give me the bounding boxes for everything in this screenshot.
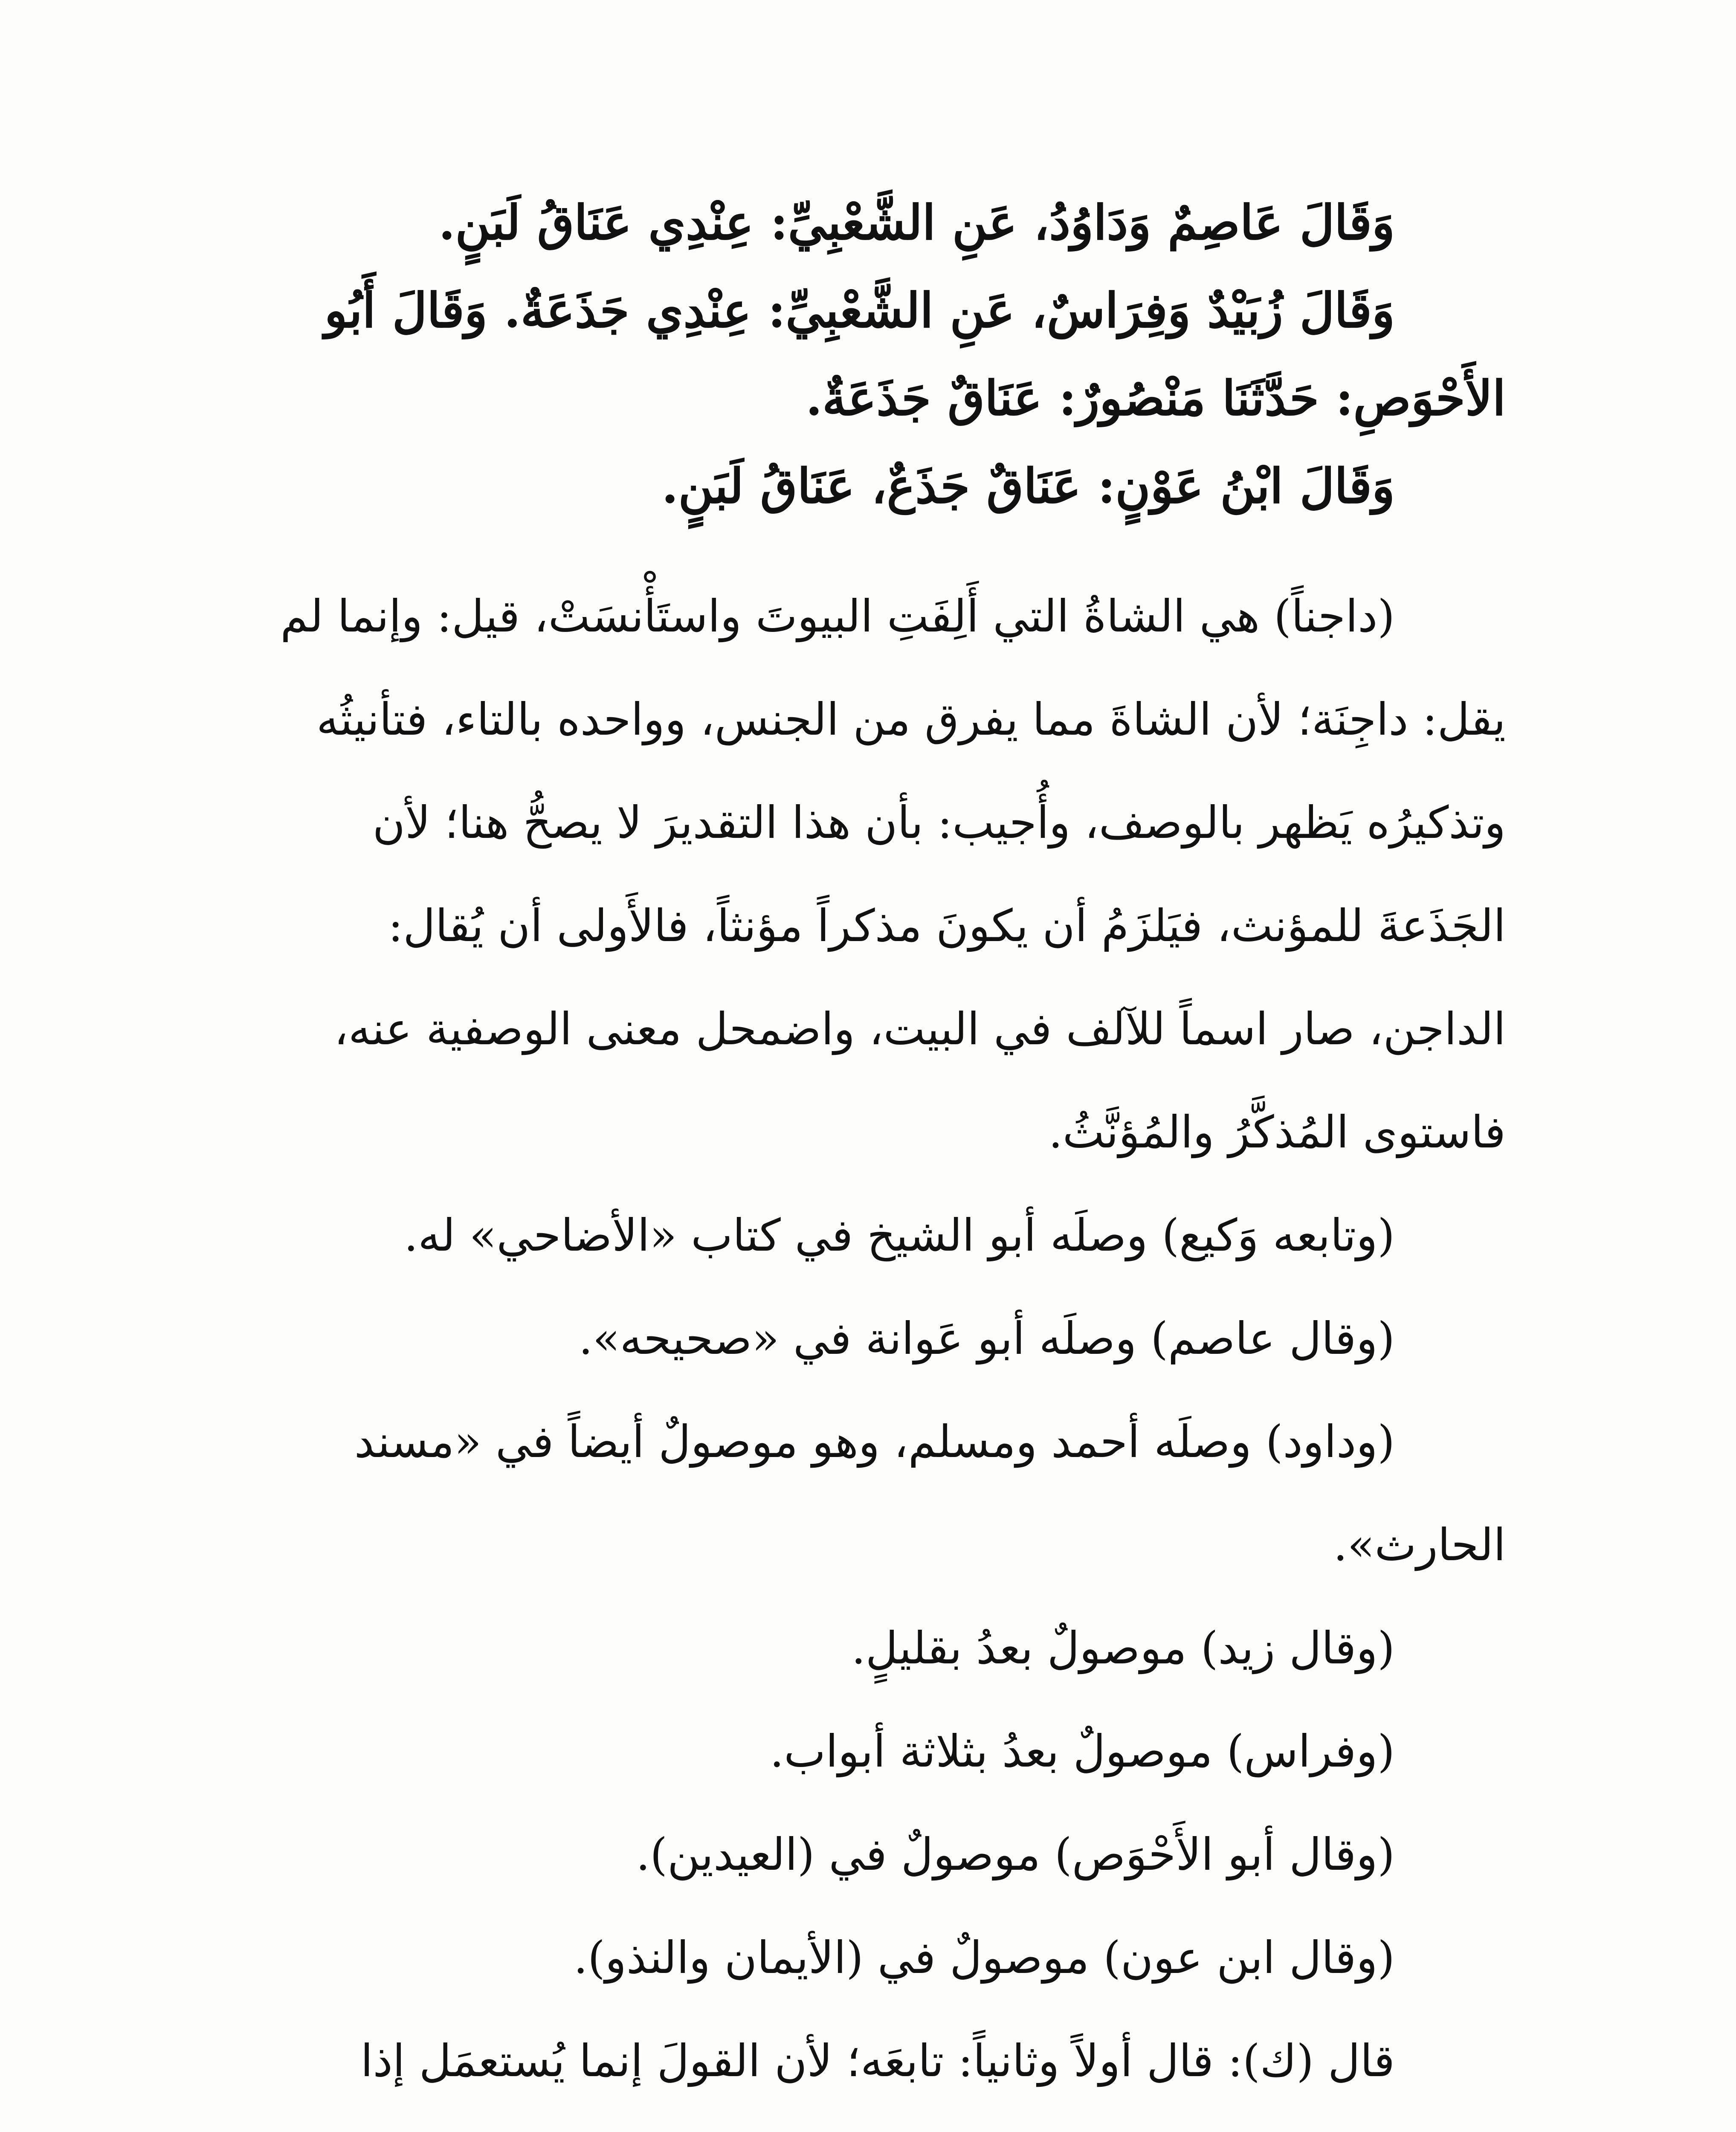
commentary-line: قال (ك): قال أولاً وثانياً: تابعَه؛ لأن القولَ إنما يُستعمَل إذا	[360, 2035, 1395, 2087]
commentary-line: (وقال ابن عون) موصولٌ في (الأيمان والنذو).	[574, 1932, 1395, 1984]
hadith-line-4: وَقَالَ ابْنُ عَوْنٍ: عَنَاقٌ جَذَعٌ، عَنَاقُ لَبَنٍ.	[661, 458, 1395, 514]
commentary-line: (داجناً) هي الشاةُ التي أَلِفَتِ البيوتَ واستَأْنسَتْ، قيل: وإنما لم	[280, 590, 1395, 642]
commentary-line: (وقال زيد) موصولٌ بعدُ بقليلٍ.	[851, 1622, 1395, 1674]
hadith-line-3: الأَحْوَصِ: حَدَّثَنَا مَنْصُورٌ: عَنَاقٌ جَذَعَةٌ.	[806, 371, 1506, 426]
commentary-line: (وتابعه وَكيع) وصلَه أبو الشيخ في كتاب «الأضاحي» له.	[404, 1209, 1395, 1261]
page-text-block	[222, 179, 1506, 2112]
commentary-line: يقل: داجِنَة؛ لأن الشاةَ مما يفرق من الجنس، وواحده بالتاء، فتأنيثُه	[316, 693, 1506, 745]
commentary-line: الداجن، صار اسماً للآلف في البيت، واضمحل معنى الوصفية عنه،	[334, 1003, 1506, 1055]
commentary-line: الجَذَعةَ للمؤنث، فيَلزَمُ أن يكونَ مذكراً مؤنثاً، فالأَولى أن يُقال:	[388, 900, 1506, 952]
commentary-line: (وداود) وصلَه أحمد ومسلم، وهو موصولٌ أيضاً في «مسند	[354, 1416, 1395, 1468]
commentary-line: (وقال عاصم) وصلَه أبو عَوانة في «صحيحه».	[578, 1312, 1395, 1364]
section-gap	[222, 530, 1506, 565]
commentary-line: فاستوى المُذكَّرُ والمُؤنَّثُ.	[1048, 1106, 1506, 1158]
hadith-line-1: وَقَالَ عَاصِمٌ وَدَاوُدُ، عَنِ الشَّعْبِيِّ: عِنْدِي عَنَاقُ لَبَنٍ.	[438, 195, 1395, 251]
commentary-line: وتذكيرُه يَظهر بالوصف، وأُجيب: بأن هذا التقديرَ لا يصحُّ هنا؛ لأن	[372, 797, 1506, 849]
commentary-line: (وفراس) موصولٌ بعدُ بثلاثة أبواب.	[770, 1725, 1395, 1777]
commentary-line: الحارث».	[1333, 1519, 1506, 1571]
hadith-line-2: وَقَالَ زُبَيْدٌ وَفِرَاسٌ، عَنِ الشَّعْبِيِّ: عِنْدِي جَذَعَةٌ. وَقَالَ أَبُو	[324, 283, 1395, 339]
commentary-line: (وقال أبو الأَحْوَص) موصولٌ في (العيدين).	[636, 1828, 1395, 1880]
